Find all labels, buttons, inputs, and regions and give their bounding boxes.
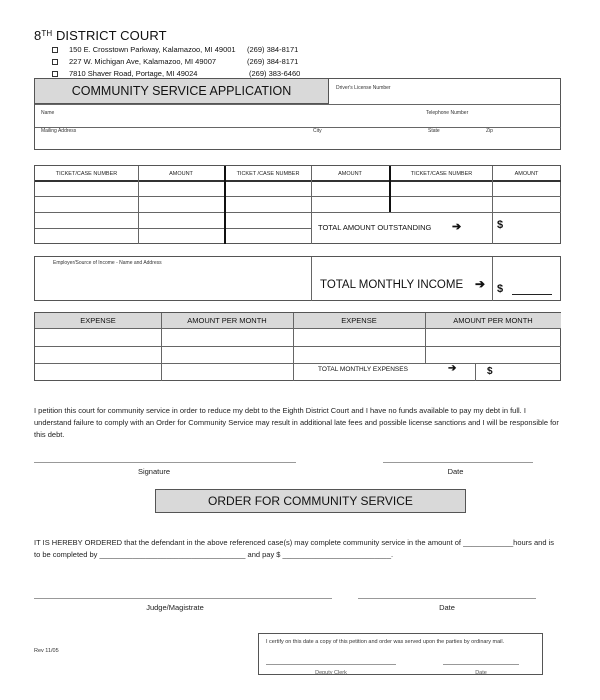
column-header: TICKET/CASE NUMBER bbox=[410, 171, 473, 177]
total-income-field[interactable] bbox=[493, 257, 561, 301]
date-label: Date bbox=[447, 467, 464, 476]
row-divider bbox=[35, 228, 311, 229]
ticket-case-cell[interactable] bbox=[391, 182, 492, 196]
total-income-label: TOTAL MONTHLY INCOME bbox=[320, 279, 464, 291]
row-divider bbox=[35, 212, 561, 213]
certification-box bbox=[258, 633, 543, 675]
court-title bbox=[34, 28, 167, 43]
column-divider bbox=[311, 166, 312, 244]
state-field[interactable] bbox=[427, 128, 485, 150]
location-address: 7810 Shaver Road, Portage, MI 49024 bbox=[69, 69, 198, 78]
currency-symbol: $ bbox=[487, 366, 493, 377]
amount-per-month-cell[interactable] bbox=[162, 329, 293, 346]
location-option[interactable] bbox=[52, 57, 298, 66]
deputy-clerk-line[interactable] bbox=[266, 664, 396, 665]
location-option[interactable] bbox=[52, 69, 300, 78]
currency-symbol: $ bbox=[497, 283, 504, 295]
city-field[interactable] bbox=[312, 128, 427, 150]
order-title: ORDER FOR COMMUNITY SERVICE bbox=[155, 489, 466, 513]
location-address: 150 E. Crosstown Parkway, Kalamazoo, MI 49001 bbox=[69, 45, 236, 54]
column-header: AMOUNT bbox=[514, 171, 539, 177]
amount-cell[interactable] bbox=[493, 182, 561, 196]
currency-symbol: $ bbox=[497, 219, 504, 231]
drivers-license-field[interactable] bbox=[330, 79, 561, 104]
arrow-right-icon: ➔ bbox=[452, 221, 462, 233]
column-divider bbox=[161, 313, 162, 381]
date-line[interactable] bbox=[383, 462, 533, 463]
petition-text: I petition this court for community service in order to reduce my debt to the Eighth District Court and I have no funds available to pay my debt in full. I understand failure to comply with an Order for Community Service may result in additional late fees and possible license sanctions and I will be responsible for this debt. bbox=[34, 406, 559, 439]
order-date-line[interactable] bbox=[358, 598, 536, 599]
order-text-line-1: IT IS HEREBY ORDERED that the defendant in the above referenced case(s) may complete community service in the amount of ____________hours and is bbox=[34, 538, 555, 547]
revision-label: Rev 11/05 bbox=[34, 648, 59, 654]
signature-line[interactable] bbox=[34, 462, 296, 463]
column-header: TICKET/CASE NUMBER bbox=[55, 171, 118, 177]
column-divider bbox=[138, 166, 139, 244]
name-label: Name bbox=[41, 110, 55, 116]
column-header: AMOUNT PER MONTH bbox=[425, 313, 561, 328]
column-header: EXPENSE bbox=[35, 313, 161, 328]
location-phone: (269) 383-6460 bbox=[249, 69, 301, 78]
column-divider bbox=[311, 257, 312, 301]
total-outstanding-label: TOTAL AMOUNT OUTSTANDING bbox=[318, 223, 432, 232]
arrow-right-icon: ➔ bbox=[475, 277, 486, 291]
ticket-case-cell[interactable] bbox=[226, 182, 311, 196]
column-header: AMOUNT bbox=[169, 171, 193, 177]
drivers-license-label: Driver's License Number bbox=[336, 85, 391, 91]
employer-field[interactable] bbox=[35, 257, 311, 301]
telephone-label: Telephone Number bbox=[426, 110, 469, 116]
column-header: AMOUNT PER MONTH bbox=[161, 313, 293, 328]
zip-field[interactable] bbox=[485, 128, 561, 150]
row-divider bbox=[35, 346, 561, 347]
location-checkbox[interactable] bbox=[52, 71, 58, 77]
application-section bbox=[34, 78, 561, 150]
judge-signature-line[interactable] bbox=[34, 598, 332, 599]
court-name: DISTRICT COURT bbox=[55, 28, 167, 43]
column-header: AMOUNT bbox=[338, 171, 362, 177]
expense-table bbox=[34, 312, 561, 381]
mailing-address-label: Mailing Address bbox=[41, 128, 77, 134]
amount-per-month-cell[interactable] bbox=[426, 329, 561, 346]
telephone-field[interactable] bbox=[420, 105, 561, 127]
deputy-clerk-label: Deputy Clerk bbox=[315, 670, 347, 675]
certification-text: I certify on this date a copy of this petition and order was served upon the parties by ordinary mail. bbox=[266, 639, 505, 645]
total-outstanding-field[interactable] bbox=[493, 213, 561, 244]
column-header: TICKET /CASE NUMBER bbox=[236, 171, 300, 177]
court-number: 8 bbox=[34, 28, 42, 43]
location-checkbox[interactable] bbox=[52, 47, 58, 53]
arrow-right-icon: ➔ bbox=[448, 363, 457, 374]
total-expenses-label: TOTAL MONTHLY EXPENSES bbox=[318, 366, 408, 373]
certification-date-label: Date bbox=[475, 670, 487, 675]
application-title: COMMUNITY SERVICE APPLICATION bbox=[35, 79, 329, 104]
ticket-table bbox=[34, 165, 561, 244]
court-number-suffix: TH bbox=[41, 29, 53, 38]
column-divider bbox=[293, 313, 294, 381]
amount-cell[interactable] bbox=[139, 182, 224, 196]
column-header: EXPENSE bbox=[293, 313, 425, 328]
total-expenses-field[interactable] bbox=[476, 364, 561, 381]
state-label: State bbox=[428, 128, 440, 134]
income-section bbox=[34, 256, 561, 301]
location-phone: (269) 384-8171 bbox=[247, 57, 299, 66]
location-option[interactable] bbox=[52, 45, 298, 54]
mailing-address-field[interactable] bbox=[35, 128, 312, 150]
order-date-label: Date bbox=[439, 603, 455, 612]
city-label: City bbox=[313, 128, 322, 134]
amount-cell[interactable] bbox=[312, 182, 389, 196]
expense-cell[interactable] bbox=[294, 329, 425, 346]
row-divider bbox=[35, 196, 561, 197]
expense-cell[interactable] bbox=[35, 329, 161, 346]
zip-label: Zip bbox=[486, 128, 493, 134]
location-address: 227 W. Michigan Ave, Kalamazoo, MI 49007 bbox=[69, 57, 217, 66]
name-field[interactable] bbox=[35, 105, 420, 127]
judge-label: Judge/Magistrate bbox=[146, 603, 204, 612]
signature-label: Signature bbox=[137, 467, 171, 476]
column-divider bbox=[224, 166, 226, 244]
order-text-line-2: to be completed by ___________________________________ and pay $ __________________________. bbox=[34, 550, 394, 559]
location-phone: (269) 384-8171 bbox=[247, 45, 299, 54]
location-checkbox[interactable] bbox=[52, 59, 58, 65]
employer-label: Employer/Source of Income - Name and Address bbox=[53, 260, 162, 266]
ticket-case-cell[interactable] bbox=[35, 182, 138, 196]
certification-date-line[interactable] bbox=[443, 664, 519, 665]
